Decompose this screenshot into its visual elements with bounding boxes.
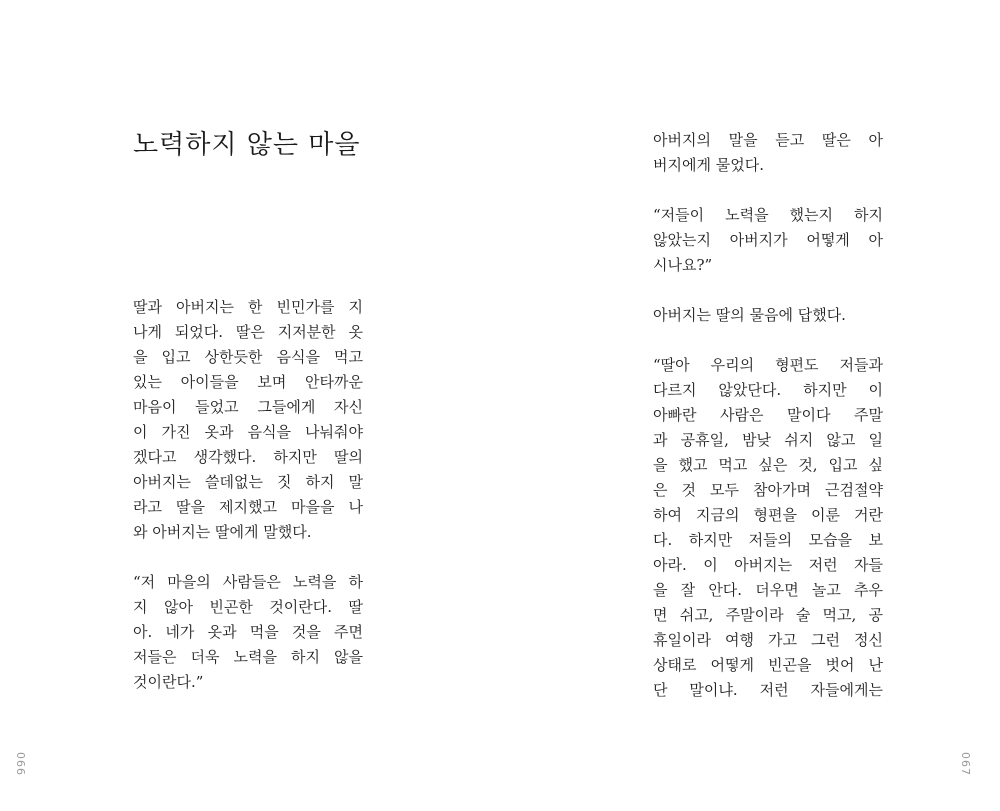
- text-line: 을 잘 안다. 더우면 놀고 추우: [653, 581, 883, 599]
- text-line: 아빠란 사람은 말이다 주말: [653, 406, 883, 424]
- paragraph: [653, 353, 883, 703]
- text-line: 아라. 이 아버지는 저런 자들: [653, 556, 883, 574]
- text-line: 하여 지금의 형편을 이룬 거란: [653, 506, 883, 524]
- text-line: 과 공휴일, 밤낮 쉬지 않고 일: [653, 431, 883, 449]
- text-line: 저들은 더욱 노력을 하지 않을: [133, 648, 363, 666]
- text-line: 면 쉬고, 주말이라 술 먹고, 공: [653, 606, 883, 624]
- right-page-body: [653, 128, 883, 728]
- paragraph: [133, 570, 363, 695]
- text-line: 있는 아이들을 보며 안타까운: [133, 373, 363, 391]
- page-number-left: 066: [14, 752, 27, 776]
- text-line: 것이란다.”: [133, 673, 204, 691]
- text-line: “저 마을의 사람들은 노력을 하: [133, 573, 363, 591]
- text-line: 딸과 아버지는 한 빈민가를 지: [133, 298, 363, 316]
- text-line: 이 가진 옷과 음식을 나눠줘야: [133, 423, 363, 441]
- chapter-title: 노력하지 않는 마을: [133, 130, 361, 160]
- paragraph: [133, 295, 363, 545]
- text-line: 아버지는 쓸데없는 짓 하지 말: [133, 473, 363, 491]
- paragraph: [653, 128, 883, 178]
- text-line: 마음이 들었고 그들에게 자신: [133, 398, 363, 416]
- text-line: 은 것 모두 참아가며 근검절약: [653, 481, 883, 499]
- text-line: “저들이 노력을 했는지 하지: [653, 206, 883, 224]
- text-line: 을 했고 먹고 싶은 것, 입고 싶: [653, 456, 883, 474]
- text-line: 다르지 않았단다. 하지만 이: [653, 381, 883, 399]
- text-line: 라고 딸을 제지했고 마을을 나: [133, 498, 363, 516]
- text-line: 와 아버지는 딸에게 말했다.: [133, 523, 312, 541]
- text-line: 을 입고 상한듯한 음식을 먹고: [133, 348, 363, 366]
- text-line: “딸아 우리의 형편도 저들과: [653, 356, 883, 374]
- text-line: 않았는지 아버지가 어떻게 아: [653, 231, 883, 249]
- text-line: 휴일이라 여행 가고 그런 정신: [653, 631, 883, 649]
- text-line: 상태로 어떻게 빈곤을 벗어 난: [653, 656, 883, 674]
- text-line: 아버지의 말을 듣고 딸은 아: [653, 131, 883, 149]
- text-line: 버지에게 물었다.: [653, 156, 764, 174]
- left-page-body: [133, 295, 363, 720]
- text-line: 다. 하지만 저들의 모습을 보: [653, 531, 883, 549]
- text-line: 겠다고 생각했다. 하지만 딸의: [133, 448, 363, 466]
- paragraph: [653, 303, 883, 328]
- text-line: 지 않아 빈곤한 것이란다. 딸: [133, 598, 363, 616]
- text-line: 아. 네가 옷과 먹을 것을 주면: [133, 623, 363, 641]
- paragraph: [653, 203, 883, 278]
- right-page: [500, 0, 1000, 811]
- page-number-right: 067: [959, 752, 972, 776]
- text-line: 단 말이냐. 저런 자들에게는: [653, 681, 883, 699]
- text-line: 아버지는 딸의 물음에 답했다.: [653, 306, 846, 324]
- text-line: 나게 되었다. 딸은 지저분한 옷: [133, 323, 363, 341]
- text-line: 시나요?”: [653, 256, 713, 274]
